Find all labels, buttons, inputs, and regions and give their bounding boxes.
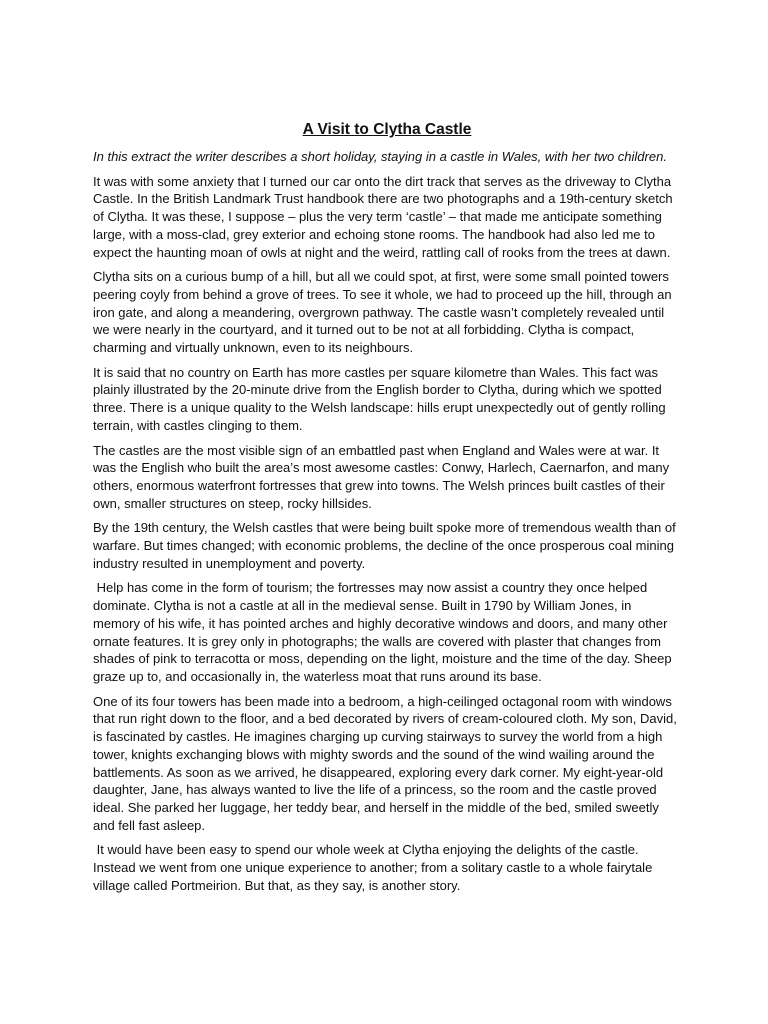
paragraph-8: It would have been easy to spend our whole week at Clytha enjoying the delights of the castle. Instead we went from one unique experience to another; from a solitary castle to a whole fairytale village called Portmeirion. But that, as they say, is another story.	[93, 842, 653, 893]
document-title: A Visit to Clytha Castle	[302, 121, 472, 138]
paragraph-4: The castles are the most visible sign of an embattled past when England and Wales were at war. It was the English who built the area’s most awesome castles: Conwy, Harlech, Caernarfon, and many others, enormous waterfront fortresses that grew into towns. The Welsh princes built castles of their own, smaller structures on steep, rocky hillsides.	[93, 442, 670, 511]
paragraph-7: One of its four towers has been made into a bedroom, a high-ceilinged octagonal room with windows that run right down to the floor, and a bed decorated by rivers of cream-coloured cloth. My son, David, is fascinated by castles. He imagines charging up curving stairways to survey the world from a high tower, knights exchanging blows with mighty swords and the sound of the wind wailing around the battlements. As soon as we arrived, he disappeared, exploring every dark corner. My eight-year-old daughter, Jane, has always wanted to live the life of a princess, so the room and the castle proved ideal. She parked her luggage, her teddy bear, and herself in the middle of the bed, smiled sweetly and fell fast asleep.	[93, 693, 677, 833]
paragraph-1: It was with some anxiety that I turned our car onto the dirt track that serves as the driveway to Clytha Castle. In the British Landmark Trust handbook there are two photographs and a 19th-century sketch of Clytha. It was these, I suppose – plus the very term ‘castle’ – that made me anticipate something large, with a moss-clad, grey exterior and echoing stone rooms. The handbook had also led me to expect the haunting moan of owls at night and the weird, rattling call of rooks from the trees at dawn.	[93, 173, 673, 260]
paragraph-5: By the 19th century, the Welsh castles that were being built spoke more of tremendous wealth than of warfare. But times changed; with economic problems, the decline of the once prosperous coal mining industry resulted in unemployment and poverty.	[93, 520, 676, 571]
paragraph-2: Clytha sits on a curious bump of a hill, but all we could spot, at first, were some small pointed towers peering coyly from behind a grove of trees. To see it whole, we had to proceed up the hill, through an iron gate, and along a meandering, overgrown pathway. The castle wasn’t completely revealed until we were nearly in the courtyard, and it turned out to be not at all forbidding. Clytha is compact, charming and virtually unknown, even to its neighbours.	[93, 269, 672, 356]
intro-text: In this extract the writer describes a short holiday, staying in a castle in Wales, with her two children.	[93, 149, 667, 164]
paragraph-6: Help has come in the form of tourism; the fortresses may now assist a country they once helped dominate. Clytha is not a castle at all in the medieval sense. Built in 1790 by William Jones, in memory of his wife, it has pointed arches and highly decorative windows and doors, and many other ornate features. It is grey only in photographs; the walls are covered with plaster that changes from shades of pink to terracotta or moss, depending on the light, moisture and the time of the day. Sheep graze up to, and occasionally in, the waterless moat that runs around its base.	[93, 580, 672, 684]
document-page	[93, 120, 681, 901]
paragraph-3: It is said that no country on Earth has more castles per square kilometre than Wales. This fact was plainly illustrated by the 20-minute drive from the English border to Clytha, during which we spotted three. There is a unique quality to the Welsh landscape: hills erupt unexpectedly out of gently rolling terrain, with castles clinging to them.	[93, 364, 666, 433]
